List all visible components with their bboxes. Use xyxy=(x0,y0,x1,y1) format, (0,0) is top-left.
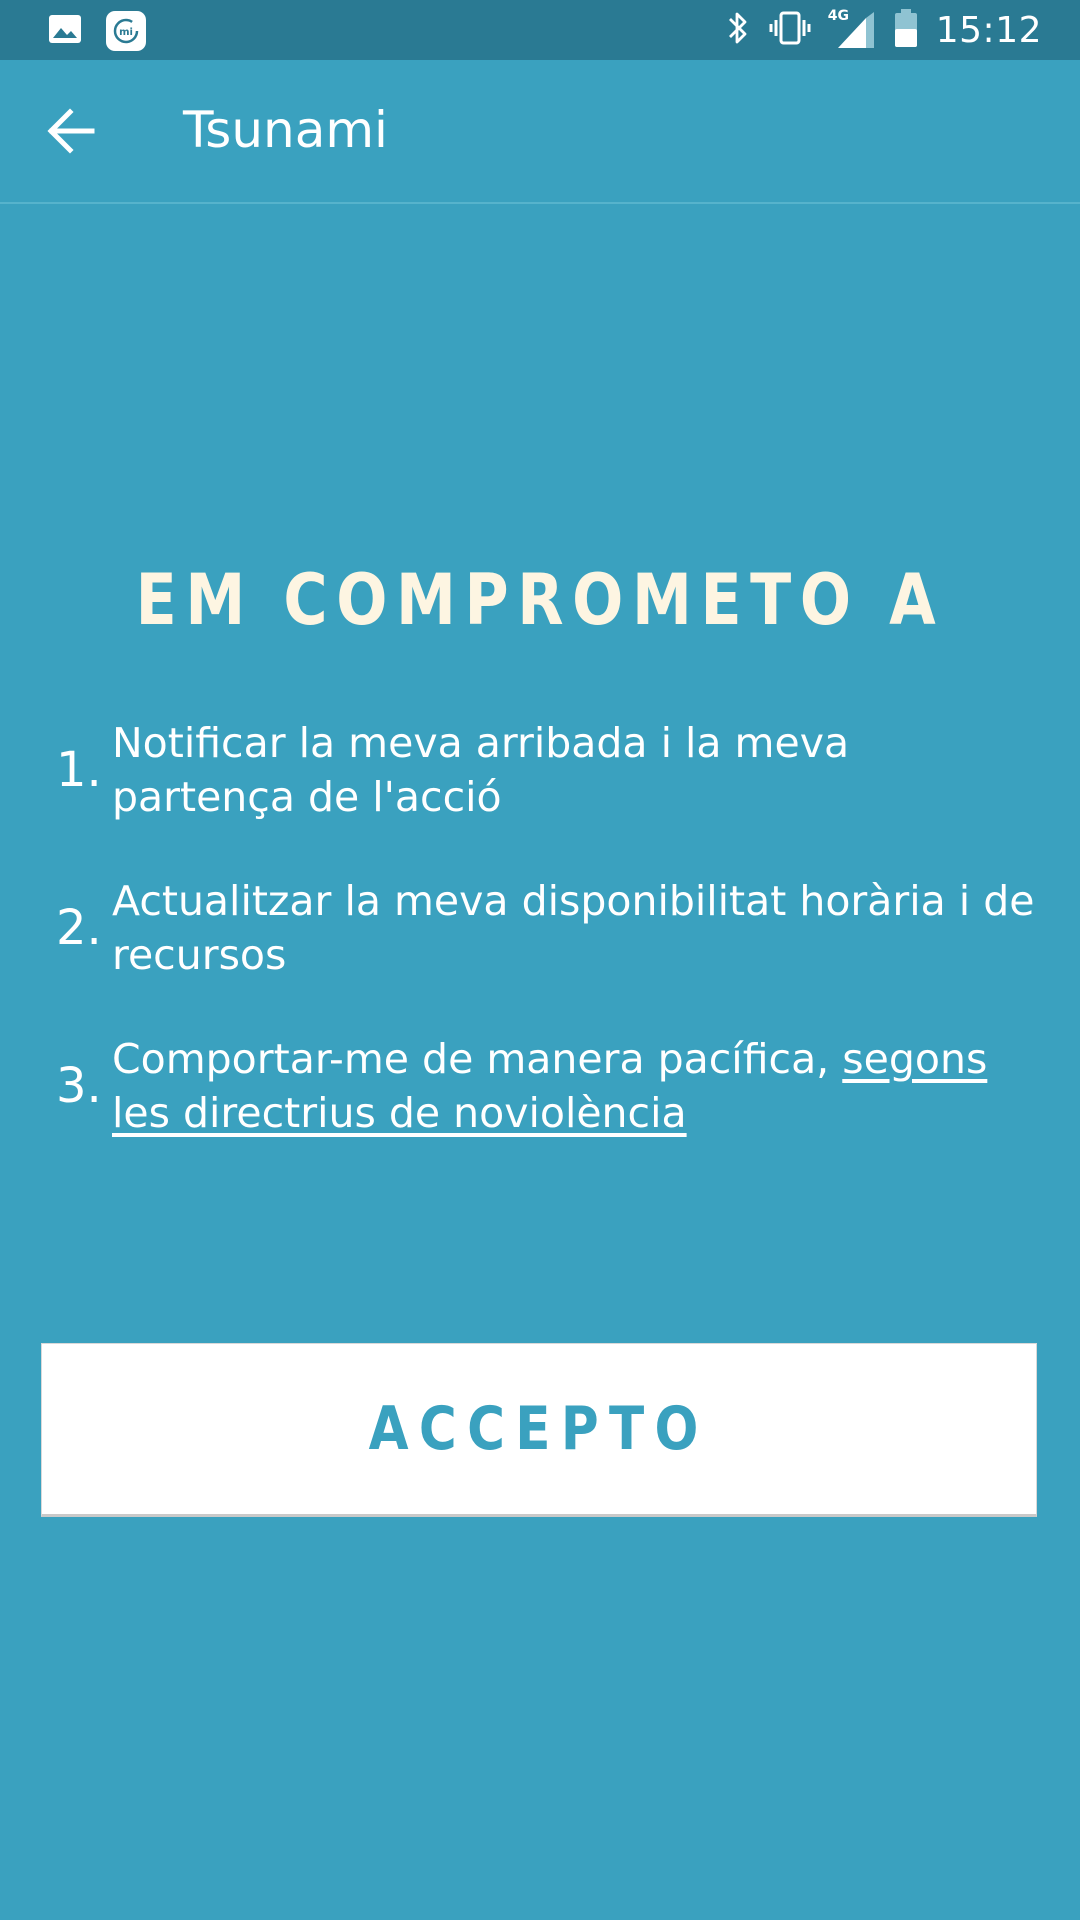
accept-button-label: ACCEPTO xyxy=(368,1394,710,1464)
gallery-icon xyxy=(48,14,82,49)
list-item xyxy=(56,1032,1036,1140)
list-item-text: Actualitzar la meva disponibilitat horària i de recursos xyxy=(112,877,1035,979)
list-item xyxy=(56,874,1036,982)
network-type-label: 4G xyxy=(827,8,849,24)
page-title: Tsunami xyxy=(183,101,388,159)
list-item xyxy=(56,716,1036,824)
back-button[interactable] xyxy=(36,98,106,164)
list-item-text-container xyxy=(112,1032,1042,1140)
status-time: 15:12 xyxy=(935,9,1042,51)
list-item-text: Comportar-me de manera pacífica, xyxy=(112,1035,843,1083)
app-bar xyxy=(0,60,1080,204)
status-bar xyxy=(0,0,1080,60)
accept-button[interactable] xyxy=(41,1343,1037,1517)
status-bar-system xyxy=(726,8,1042,52)
nonviolence-guidelines-link[interactable]: segons les directrius de noviolència xyxy=(112,1035,988,1137)
list-item-text: Notificar la meva arribada i la meva partença de l'acció xyxy=(112,719,850,821)
svg-text:mi: mi xyxy=(119,27,133,38)
commitment-heading: EM COMPROMETO A xyxy=(135,559,945,641)
vibrate-icon xyxy=(768,10,812,51)
list-item-number: 2. xyxy=(56,900,102,956)
status-bar-notifications xyxy=(48,12,146,50)
list-item-number: 1. xyxy=(56,742,102,798)
list-item-number: 3. xyxy=(56,1058,102,1114)
arrow-back-icon xyxy=(46,108,96,154)
signal-icon xyxy=(827,8,876,50)
mi-app-icon xyxy=(106,11,146,51)
bluetooth-icon xyxy=(726,10,750,51)
battery-icon xyxy=(894,8,918,53)
commitment-list xyxy=(56,716,1036,1190)
